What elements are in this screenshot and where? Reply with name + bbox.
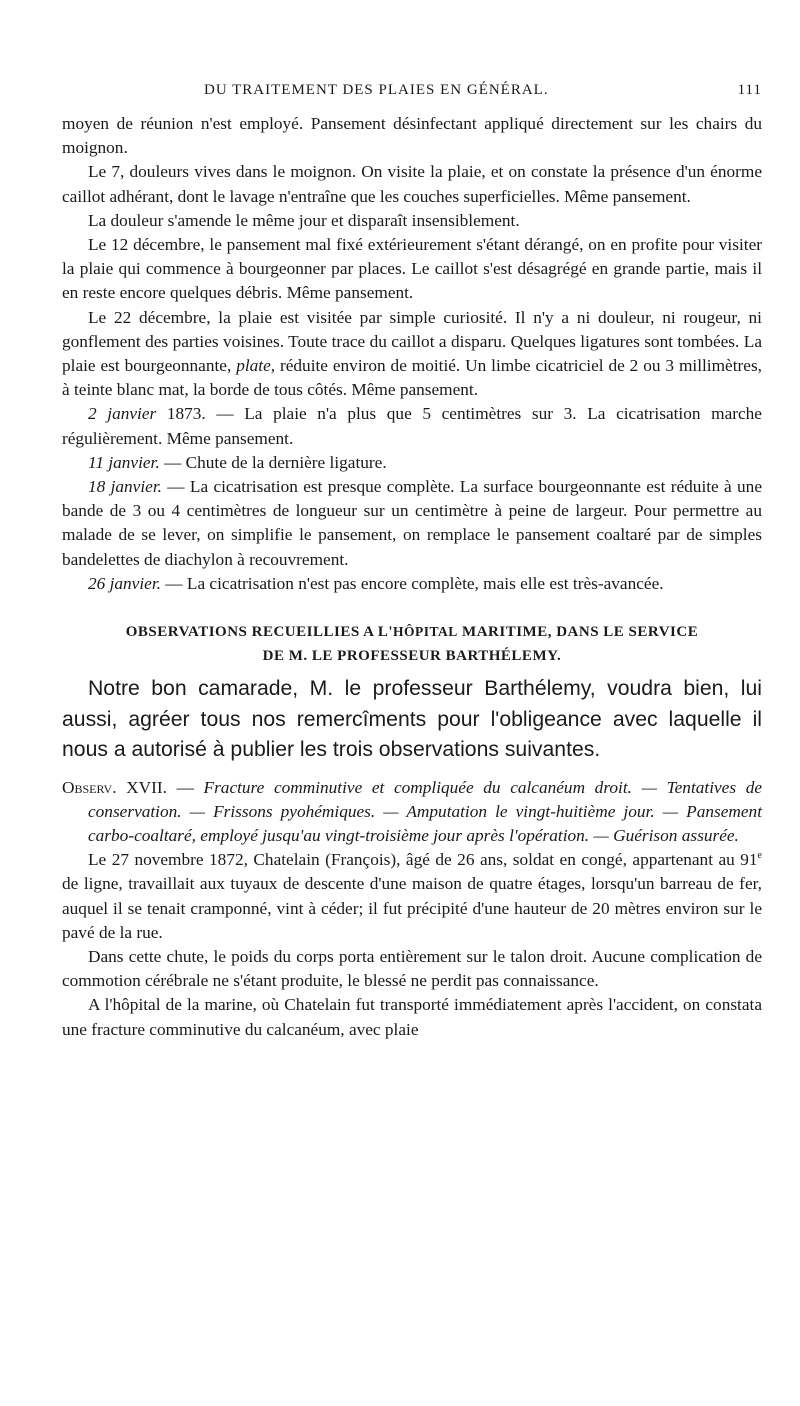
dated-entry-text: 1873. — La plaie n'a plus que 5 centimètres sur 3. La cicatrisation marche régulièrement. Même pansement. xyxy=(62,404,762,448)
section-title-part-b: MARITIME, DANS LE SERVICE xyxy=(457,624,699,641)
paragraph-1: moyen de réunion n'est employé. Pansement désinfectant appliqué directement sur les chairs du moignon. xyxy=(62,114,762,158)
paragraph-5-text: Le 22 décembre, la plaie est visitée par simple curiosité. Il n'y a ni douleur, ni rougeur, ni gonflement des parties voisines. Toute trace du caillot a disparu. Quelques ligatures sont tombées. La plaie est bourgeonnante, xyxy=(62,307,762,376)
paragraph-4: Le 12 décembre, le pansement mal fixé extérieurement s'étant dérangé, on en profite pour visiter la plaie qui commence à bourgeonner par places. Le caillot s'est désagrégé en grande partie, mais il en reste encore quelques débris. Même pansement. xyxy=(62,235,762,303)
ordinal-sup: e xyxy=(757,850,762,862)
dated-entry-text: — Chute de la dernière ligature. xyxy=(159,452,387,472)
page-number: 111 xyxy=(737,82,762,98)
observation-label: Observ. XVII. xyxy=(62,777,167,797)
section-title-line-1 xyxy=(62,620,762,644)
dated-entry-2 xyxy=(62,451,762,475)
running-header xyxy=(62,82,762,112)
observation-paragraph-1 xyxy=(62,848,762,945)
section-title xyxy=(62,620,762,668)
section-title-part-a: OBSERVATIONS RECUEILLIES A L' xyxy=(125,624,394,641)
dated-entry-date: 18 janvier. xyxy=(88,477,162,497)
dated-entry-date: 26 janvier. xyxy=(88,573,161,593)
observation-p1-b: de ligne, travaillait aux tuyaux de descente d'une maison de quatre étages, lorsqu'un barreau de fer, auquel il se tenait cramponné, vint à céder; il fut précipité d'une hauteur de 20 mètres environ sur le pavé de la rue. xyxy=(62,874,762,942)
observation-p1-a: Le 27 novembre 1872, Chatelain (François), âgé de 26 ans, soldat en congé, appartenant au 91 xyxy=(88,850,758,870)
paragraph-2: Le 7, douleurs vives dans le moignon. On visite la plaie, et on constate la présence d'un énorme caillot adhérant, dont le lavage n'entraîne que les couches superficielles. Même pansement. xyxy=(62,162,762,206)
page xyxy=(62,0,762,1042)
observation-title: Fracture comminutive et compliquée du calcanéum droit. — Tentatives de conservation. — Frissons pyohémiques. — Amputation le vingt-huitième jour. — Pansement carbo-coaltaré, employé jusqu'au vingt-troisième jour après l'opération. — Guérison assurée. xyxy=(88,777,763,845)
dated-entry-1 xyxy=(62,402,762,450)
dated-entry-3 xyxy=(62,475,762,572)
dated-entry-text: — La cicatrisation n'est pas encore complète, mais elle est très-avancée. xyxy=(160,573,664,593)
running-title: DU TRAITEMENT DES PLAIES EN GÉNÉRAL. xyxy=(204,82,549,98)
dated-entry-date: 2 janvier xyxy=(88,404,157,424)
paragraph-5 xyxy=(62,306,762,403)
dated-entry-date: 11 janvier. xyxy=(88,452,160,472)
observation-paragraph-2: Dans cette chute, le poids du corps porta entièrement sur le talon droit. Aucune complication de commotion cérébrale ne s'étant produite, le blessé ne perdit pas connaissance. xyxy=(62,946,762,991)
observation-heading: Observ. XVII. — Fracture comminutive et compliquée du calcanéum droit. — Tentatives de conservation. — Frissons pyohémiques. — Amputation le vingt-huitième jour. — Pansement carbo-coaltaré, employé jusqu'au vingt-troisième jour après l'opération. — Guérison assurée. xyxy=(62,777,763,845)
section-title-part-sc: HÔPITAL xyxy=(393,624,458,640)
section-title-line-2: DE M. LE PROFESSEUR BARTHÉLEMY. xyxy=(262,648,562,665)
paragraph-5-rest: réduite environ de moitié. Un limbe cicatriciel de 2 ou 3 millimètres, à teinte blanc mat, la borde de tous côtés. Même pansement. xyxy=(62,356,762,400)
paragraph-3: La douleur s'amende le même jour et disparaît insensiblement. xyxy=(88,210,520,230)
dated-entry-4 xyxy=(62,572,762,596)
observation-paragraph-3: A l'hôpital de la marine, où Chatelain fut transporté immédiatement après l'accident, on constata une fracture comminutive du calcanéum, avec plaie xyxy=(62,995,762,1039)
intro-paragraph: Notre bon camarade, M. le professeur Barthélemy, voudra bien, lui aussi, agréer tous nos remercîments pour l'obligeance avec laquelle il nous a autorisé à publier les trois observations suivantes. xyxy=(62,677,762,762)
dated-entry-text: — La cicatrisation est presque complète. La surface bourgeonnante est réduite à une bande de 3 ou 4 centimètres de longueur sur un centimètre à peine de largeur. Pour permettre au malade de se lever, on simplifie le pansement, on remplace le pansement coaltaré par de simples bandelettes de diachylon à recouvrement. xyxy=(62,477,762,569)
paragraph-5-italic: plate, xyxy=(236,356,276,376)
